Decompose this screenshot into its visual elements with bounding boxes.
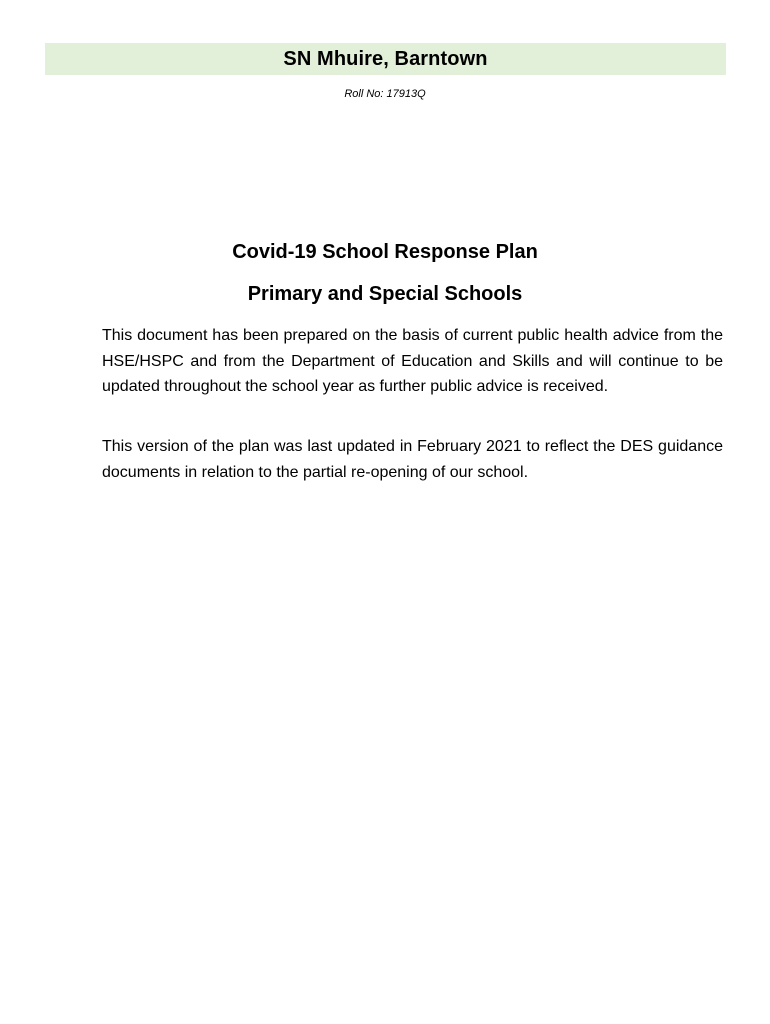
roll-number: Roll No: 17913Q: [344, 88, 426, 100]
school-header-band: [45, 43, 726, 75]
intro-paragraph: This document has been prepared on the basis of current public health advice from the HSE/HSPC and from the Department of Education and Skills and will continue to be updated throughout the school year as further public advice is received.: [102, 327, 723, 395]
document-subtitle: Primary and Special Schools: [247, 283, 523, 305]
document-title: Covid-19 School Response Plan: [232, 241, 538, 263]
school-name: SN Mhuire, Barntown: [283, 47, 488, 70]
version-paragraph: This version of the plan was last updated in February 2021 to reflect the DES guidance documents in relation to the partial re-opening of our school.: [102, 438, 723, 481]
